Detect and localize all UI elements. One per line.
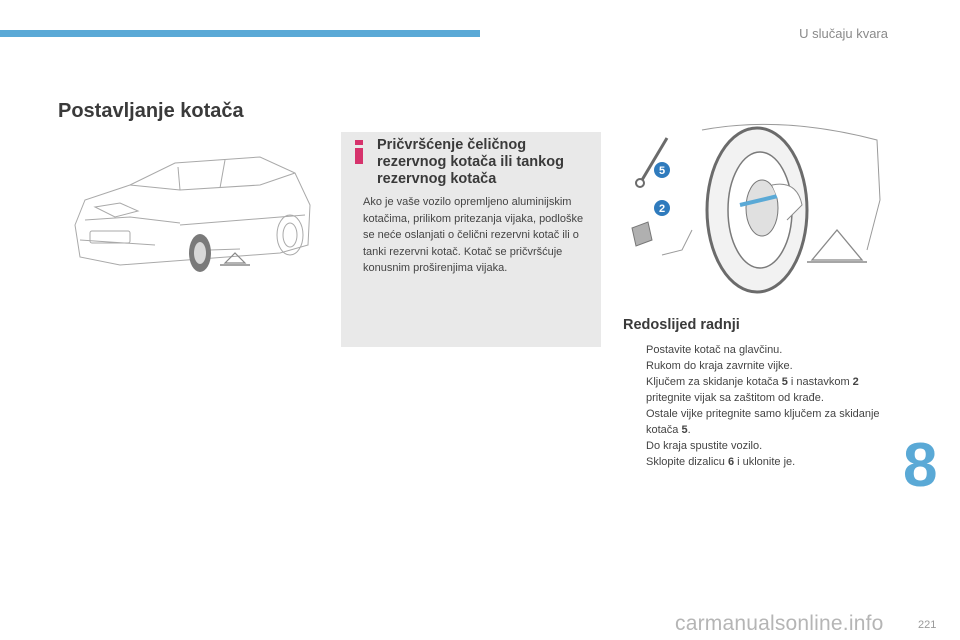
list-item: Postavite kotač na glavčinu. xyxy=(646,344,783,356)
section-header: U slučaju kvara xyxy=(799,26,888,41)
chapter-number: 8 xyxy=(903,431,938,500)
watermark: carmanualsonline.info xyxy=(675,612,884,635)
callout-5: 5 xyxy=(658,165,666,177)
info-box-body: Ako je vaše vozilo opremljeno aluminijskim kotačima, prilikom pritezanja vijaka, podloške se neće oslanjati o čelični rezervni kotač ili o tanki rezervni kotač. Kotač se pričvršćuje konusnim proširenjima vijaka. xyxy=(363,196,584,274)
info-box xyxy=(341,132,601,347)
info-box-title: Pričvršćenje čeličnog rezervnog kotača ili tankog rezervnog kotača xyxy=(377,137,564,187)
list-item: Do kraja spustite vozilo. xyxy=(646,440,763,452)
steps-title: Redoslijed radnji xyxy=(623,317,740,333)
header-accent-bar xyxy=(0,30,480,37)
list-item: Ostale vijke pritegnite samo ključem za skidanje kotača 5. xyxy=(646,408,880,436)
wheel-mounting-illustration xyxy=(622,110,888,306)
page-number: 221 xyxy=(918,619,937,631)
page-title: Postavljanje kotača xyxy=(58,100,244,122)
info-icon xyxy=(353,140,365,164)
list-item: Sklopite dizalicu 6 i uklonite je. xyxy=(646,456,796,468)
callout-2: 2 xyxy=(658,203,666,215)
list-item: Rukom do kraja zavrnite vijke. xyxy=(646,360,793,372)
list-item: Ključem za skidanje kotača 5 i nastavkom 2 pritegnite vijak sa zaštitom od krađe. xyxy=(646,376,859,404)
steps-list xyxy=(626,342,901,470)
car-with-jack-illustration xyxy=(60,145,320,285)
